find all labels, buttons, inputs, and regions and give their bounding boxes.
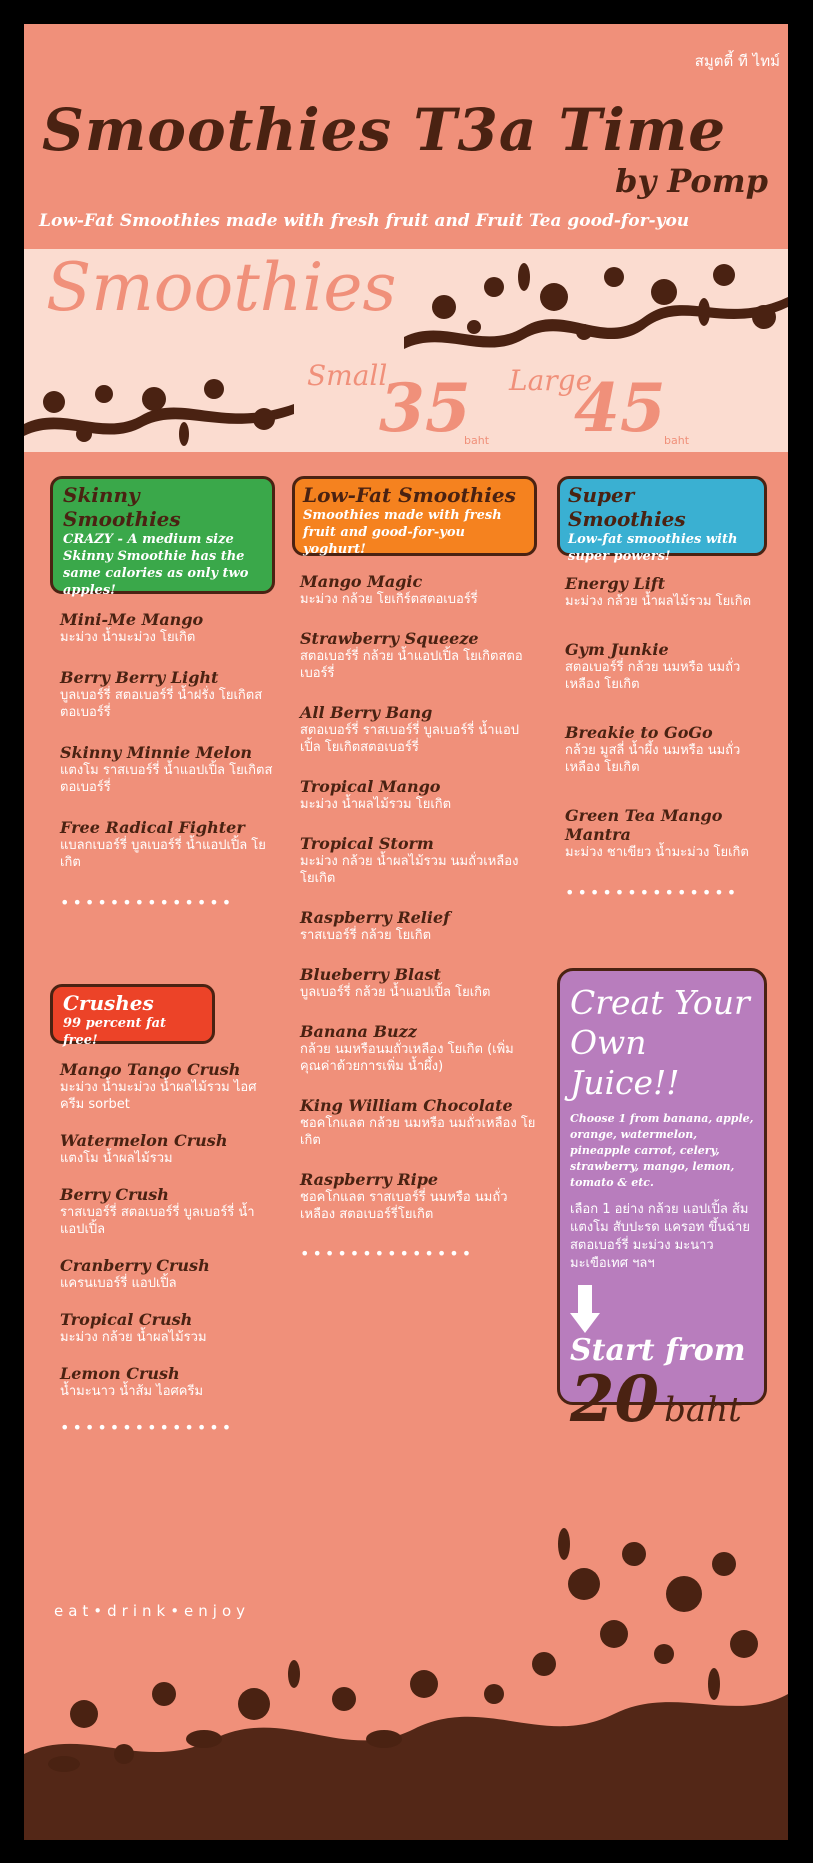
list-item [565, 806, 767, 861]
list-item [300, 572, 537, 608]
shop-byline: by Pomp [615, 162, 768, 200]
juice-options-th: เลือก 1 อย่าง กล้วย แอปเปิ้ล ส้ม แตงโม สับปะรด แครอท ขึ้นฉ่าย สตอเบอร์รี่ มะม่วง มะนาว มะเขือเทศ ฯลฯ [570, 1202, 750, 1271]
super-desc: Low-fat smoothies with super powers! [568, 532, 738, 564]
item-desc: มะม่วง กล้วย น้ำผลไม้รวม โยเกิต [565, 594, 752, 609]
smoothies-banner [24, 249, 788, 452]
item-name: Berry Berry Light [60, 668, 219, 687]
juice-title: Creat Your Own Juice!! [570, 983, 750, 1102]
item-name: Blueberry Blast [300, 965, 441, 984]
skinny-header-box [50, 476, 275, 598]
list-item [60, 1131, 275, 1167]
crushes-title: Crushes [63, 991, 154, 1015]
item-name: Strawberry Squeeze [300, 629, 479, 648]
item-name: Watermelon Crush [60, 1131, 228, 1150]
item-name: Tropical Storm [300, 834, 434, 853]
skinny-section [50, 476, 275, 912]
juice-price: 20 [570, 1362, 660, 1437]
create-juice-box [557, 968, 767, 1437]
item-desc: มะม่วง กล้วย น้ำผลไม้รวม นมถั่วเหลือง โยเกิต [300, 854, 519, 886]
item-desc: สตอเบอร์รี่ ราสเบอร์รี่ บูลเบอร์รี่ น้ำแอปเปิ้ล โยเกิตสตอเบอร์รี่ [300, 723, 520, 755]
footer-tagline: eat•drink•enjoy [54, 1602, 251, 1620]
size-large-label: Large [509, 364, 593, 397]
price-small: 35 [379, 369, 471, 447]
item-name: Tropical Crush [60, 1310, 193, 1329]
juice-start-label: Start from [570, 1333, 746, 1368]
list-item [60, 1310, 275, 1346]
item-name: Raspberry Ripe [300, 1170, 439, 1189]
list-item [60, 610, 275, 646]
lowfat-header-box [292, 476, 537, 556]
price-large-unit: baht [664, 434, 690, 447]
list-item [60, 668, 275, 721]
down-arrow-icon [570, 1285, 600, 1333]
super-header-box [557, 476, 767, 564]
list-item [300, 908, 537, 944]
list-item [60, 1364, 275, 1400]
item-name: Cranberry Crush [60, 1256, 210, 1275]
list-item [60, 818, 275, 871]
item-desc: ราสเบอร์รี่ กล้วย โยเกิต [300, 928, 432, 943]
item-name: Mango Tango Crush [60, 1060, 241, 1079]
separator-dots: •••••••••••••• [60, 893, 235, 912]
list-item [565, 574, 767, 610]
item-desc: กล้วย นมหรือนมถั่วเหลือง โยเกิต (เพิ่มคุณค่าด้วยการเพิ่ม น้ำผึ้ง) [300, 1042, 514, 1074]
item-desc: มะม่วง น้ำมะม่วง โยเกิต [60, 630, 196, 645]
shop-tagline: Low-Fat Smoothies made with fresh fruit and Fruit Tea good-for-you [39, 211, 690, 231]
item-name: Energy Lift [565, 574, 666, 593]
separator-dots: •••••••••••••• [300, 1244, 475, 1263]
list-item [300, 777, 537, 813]
floral-ornament-top-icon [404, 257, 788, 367]
list-item [300, 965, 537, 1001]
item-name: Gym Junkie [565, 640, 669, 659]
list-item [300, 1170, 537, 1223]
list-item [60, 1060, 275, 1113]
separator-dots: •••••••••••••• [60, 1418, 235, 1437]
item-desc: ชอคโกแลต ราสเบอร์รี่ นมหรือ นมถั่วเหลือง สตอเบอร์รี่โยเกิต [300, 1190, 508, 1222]
separator-dots: •••••••••••••• [565, 883, 740, 902]
crushes-header-box [50, 984, 215, 1048]
thai-shop-name: สมูตตี้ ที ไทม์ [694, 52, 780, 70]
crushes-list [50, 1060, 275, 1437]
item-desc: แบลกเบอร์รี่ บูลเบอร์รี่ น้ำแอปเปิ้ล โยเกิต [60, 838, 266, 870]
list-item [300, 834, 537, 887]
item-desc: น้ำมะนาว น้ำส้ม ไอศครีม [60, 1384, 204, 1399]
menu-page [24, 24, 788, 1840]
lowfat-title: Low-Fat Smoothies [303, 483, 516, 507]
item-name: Mango Magic [300, 572, 423, 591]
juice-options-en: Choose 1 from banana, apple, orange, watermelon, pineapple carrot, celery, strawberry, mango, lemon, tomato & etc. [570, 1112, 754, 1189]
list-item [565, 640, 767, 693]
item-desc: มะม่วง กล้วย โยเกิร์ตสตอเบอร์รี่ [300, 592, 478, 607]
item-desc: สตอเบอร์รี่ กล้วย นมหรือ นมถั่วเหลือง โยเกิต [565, 660, 741, 692]
item-name: Green Tea Mango Mantra [565, 806, 723, 844]
item-desc: บูลเบอร์รี่ สตอเบอร์รี่ น้ำฝรั่ง โยเกิตสตอเบอร์รี่ [60, 688, 263, 720]
list-item [300, 703, 537, 756]
juice-price-unit: baht [664, 1390, 742, 1430]
floral-ornament-bottom-icon [24, 374, 294, 452]
crushes-desc: 99 percent fat free! [63, 1016, 167, 1048]
floral-footer-icon [24, 1524, 788, 1840]
item-name: King William Chocolate [300, 1096, 513, 1115]
item-name: Mini-Me Mango [60, 610, 204, 629]
price-large: 45 [574, 369, 666, 447]
item-name: All Berry Bang [300, 703, 433, 722]
list-item [565, 723, 767, 776]
list-item [300, 1022, 537, 1075]
item-desc: แตงโม ราสเบอร์รี่ น้ำแอปเปิ้ล โยเกิตสตอเบอร์รี่ [60, 763, 273, 795]
list-item [60, 1256, 275, 1292]
list-item [300, 1096, 537, 1149]
item-desc: แตงโม น้ำผลไม้รวม [60, 1151, 173, 1166]
smoothies-heading: Smoothies [46, 249, 397, 326]
item-desc: ชอคโกแลต กล้วย นมหรือ นมถั่วเหลือง โยเกิต [300, 1116, 536, 1148]
list-item [60, 1185, 275, 1238]
juice-price-row [570, 1362, 754, 1437]
item-name: Berry Crush [60, 1185, 169, 1204]
item-desc: มะม่วง ชาเขียว น้ำมะม่วง โยเกิต [565, 845, 749, 860]
lowfat-desc: Smoothies made with fresh fruit and good-for-you yoghurt! [303, 508, 502, 557]
skinny-title: Skinny Smoothies [63, 483, 181, 531]
item-name: Free Radical Fighter [60, 818, 245, 837]
skinny-list [50, 610, 275, 912]
item-desc: ราสเบอร์รี่ สตอเบอร์รี่ บูลเบอร์รี่ น้ำแอปเปิ้ล [60, 1205, 255, 1237]
item-name: Tropical Mango [300, 777, 441, 796]
super-title: Super Smoothies [568, 483, 686, 531]
item-name: Breakie to GoGo [565, 723, 713, 742]
item-name: Banana Buzz [300, 1022, 417, 1041]
shop-title: Smoothies T3a Time [42, 96, 727, 164]
super-list [557, 574, 767, 902]
item-desc: สตอเบอร์รี่ กล้วย น้ำแอปเปิ้ล โยเกิตสตอเบอร์รี่ [300, 649, 523, 681]
lowfat-section [292, 476, 537, 1263]
item-desc: มะม่วง น้ำมะม่วง น้ำผลไม้รวม ไอศครีม sorbet [60, 1080, 257, 1112]
crushes-section [50, 984, 275, 1437]
list-item [60, 743, 275, 796]
list-item [300, 629, 537, 682]
item-name: Raspberry Relief [300, 908, 451, 927]
item-desc: กล้วย มูสลี่ น้ำผึ้ง นมหรือ นมถั่วเหลือง โยเกิต [565, 743, 741, 775]
item-desc: มะม่วง กล้วย น้ำผลไม้รวม [60, 1330, 207, 1345]
lowfat-list [292, 572, 537, 1263]
super-section [557, 476, 767, 902]
price-small-unit: baht [464, 434, 490, 447]
skinny-desc: CRAZY - A medium size Skinny Smoothie has the same calories as only two apples! [63, 532, 249, 598]
item-desc: บูลเบอร์รี่ กล้วย น้ำแอปเปิ้ล โยเกิต [300, 985, 491, 1000]
item-desc: แครนเบอร์รี่ แอปเปิ้ล [60, 1276, 177, 1291]
size-small-label: Small [307, 359, 388, 392]
item-name: Skinny Minnie Melon [60, 743, 253, 762]
item-name: Lemon Crush [60, 1364, 180, 1383]
item-desc: มะม่วง น้ำผลไม้รวม โยเกิต [300, 797, 452, 812]
